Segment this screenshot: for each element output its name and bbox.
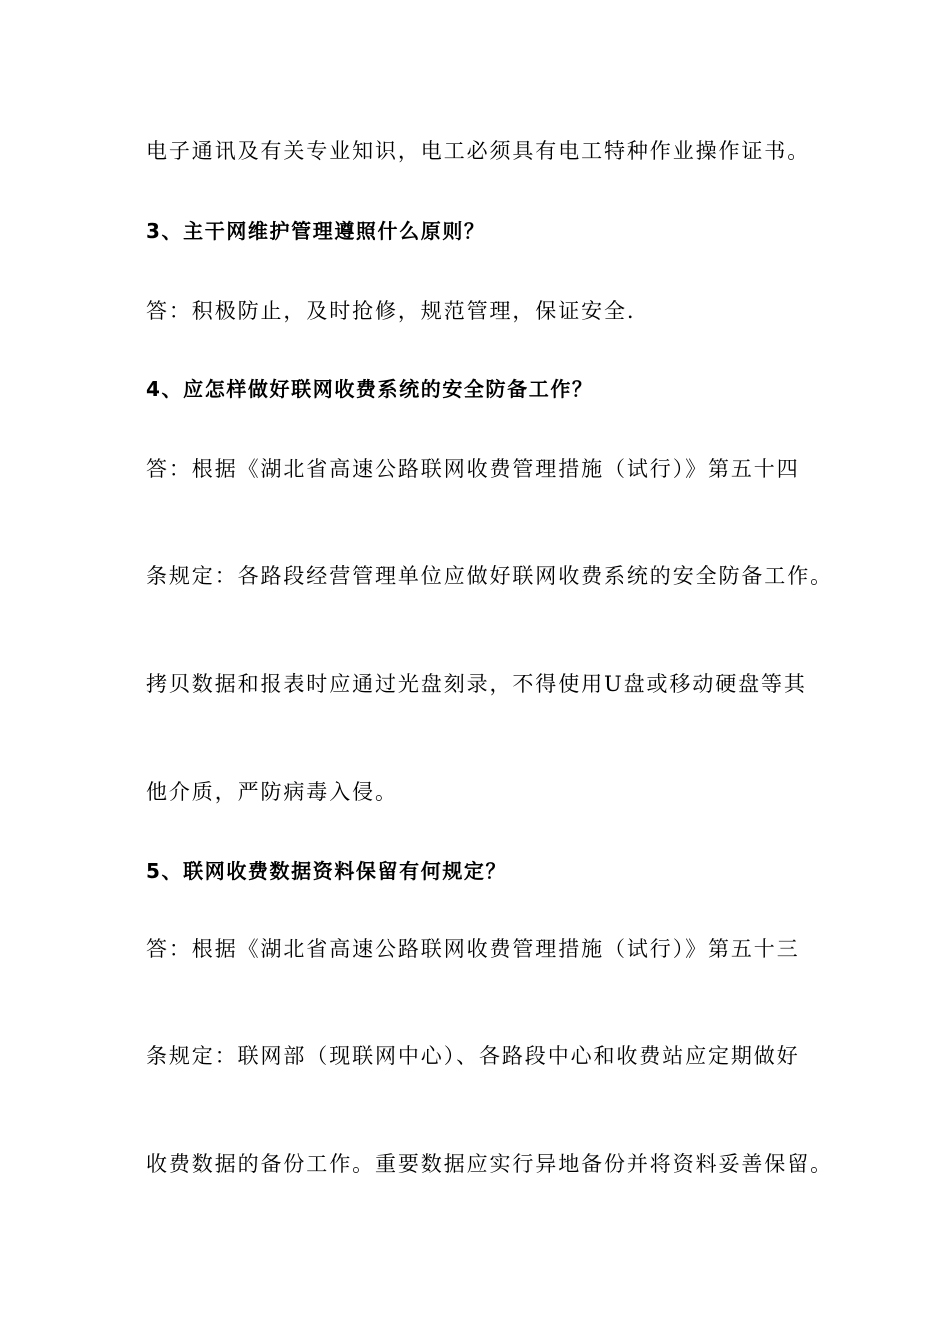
answer-line: 他介质，严防病毒入侵。 — [146, 780, 398, 804]
question-heading: 5、联网收费数据资料保留有何规定？ — [146, 859, 508, 883]
answer-line: 答：积极防止，及时抢修，规范管理，保证安全. — [146, 299, 636, 323]
answer-line: 拷贝数据和报表时应通过光盘刻录，不得使用U盘或移动硬盘等其 — [146, 672, 807, 696]
answer-line: 条规定：各路段经营管理单位应做好联网收费系统的安全防备工作。 — [146, 564, 833, 588]
paragraph-line: 电子通讯及有关专业知识，电工必须具有电工特种作业操作证书。 — [146, 139, 811, 163]
question-heading: 4、应怎样做好联网收费系统的安全防备工作？ — [146, 377, 594, 401]
answer-line: 条规定：联网部（现联网中心）、各路段中心和收费站应定期做好 — [146, 1044, 800, 1068]
answer-line: 答：根据《湖北省高速公路联网收费管理措施（试行）》第五十三 — [146, 937, 800, 961]
question-heading: 3、主干网维护管理遵照什么原则？ — [146, 219, 486, 243]
answer-line: 答：根据《湖北省高速公路联网收费管理措施（试行）》第五十四 — [146, 457, 800, 481]
answer-line: 收费数据的备份工作。重要数据应实行异地备份并将资料妥善保留。 — [146, 1152, 833, 1176]
